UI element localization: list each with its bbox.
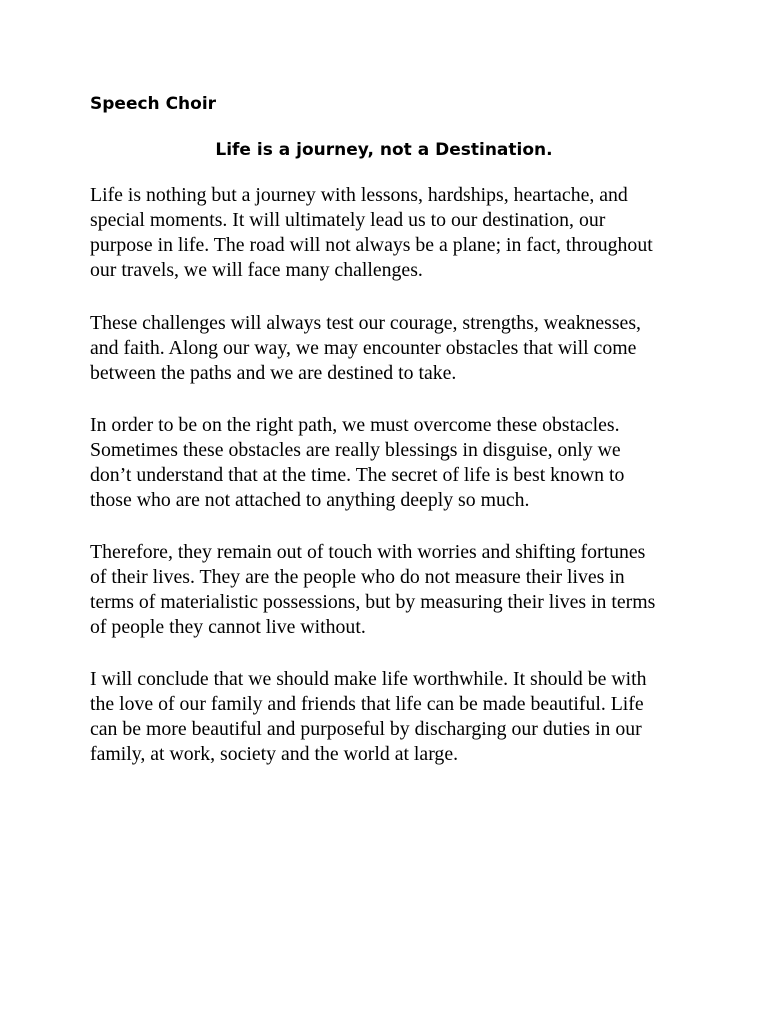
paragraph-line: the love of our family and friends that life can be made beautiful. Life xyxy=(90,693,644,715)
paragraph-line: our travels, we will face many challenges. xyxy=(90,259,423,281)
paragraph-3 xyxy=(90,413,624,513)
paragraph-4 xyxy=(90,540,655,640)
document-label: Speech Choir xyxy=(90,94,217,114)
paragraph-line: I will conclude that we should make life worthwhile. It should be with xyxy=(90,668,647,690)
paragraph-line: In order to be on the right path, we must overcome these obstacles. xyxy=(90,414,620,436)
paragraph-line: terms of materialistic possessions, but by measuring their lives in terms xyxy=(90,591,656,613)
paragraph-line: Therefore, they remain out of touch with worries and shifting fortunes xyxy=(90,541,646,563)
paragraph-line: purpose in life. The road will not always be a plane; in fact, throughout xyxy=(90,234,653,256)
paragraph-1 xyxy=(90,183,653,283)
paragraph-line: of people they cannot live without. xyxy=(90,616,366,638)
paragraph-line: special moments. It will ultimately lead us to our destination, our xyxy=(90,209,606,231)
paragraph-line: can be more beautiful and purposeful by discharging our duties in our xyxy=(90,718,642,740)
paragraph-line: don’t understand that at the time. The secret of life is best known to xyxy=(90,464,625,486)
paragraph-line: Sometimes these obstacles are really blessings in disguise, only we xyxy=(90,439,621,461)
paragraph-5 xyxy=(90,667,647,767)
paragraph-line: family, at work, society and the world at large. xyxy=(90,743,459,765)
document-title: Life is a journey, not a Destination. xyxy=(215,140,553,160)
paragraph-line: of their lives. They are the people who do not measure their lives in xyxy=(90,566,625,588)
paragraph-line: These challenges will always test our courage, strengths, weaknesses, xyxy=(90,312,641,334)
paragraph-line: and faith. Along our way, we may encounter obstacles that will come xyxy=(90,337,637,359)
paragraph-2 xyxy=(90,311,641,386)
paragraph-line: Life is nothing but a journey with lessons, hardships, heartache, and xyxy=(90,184,628,206)
paragraph-line: between the paths and we are destined to take. xyxy=(90,362,457,384)
paragraph-line: those who are not attached to anything deeply so much. xyxy=(90,489,530,511)
